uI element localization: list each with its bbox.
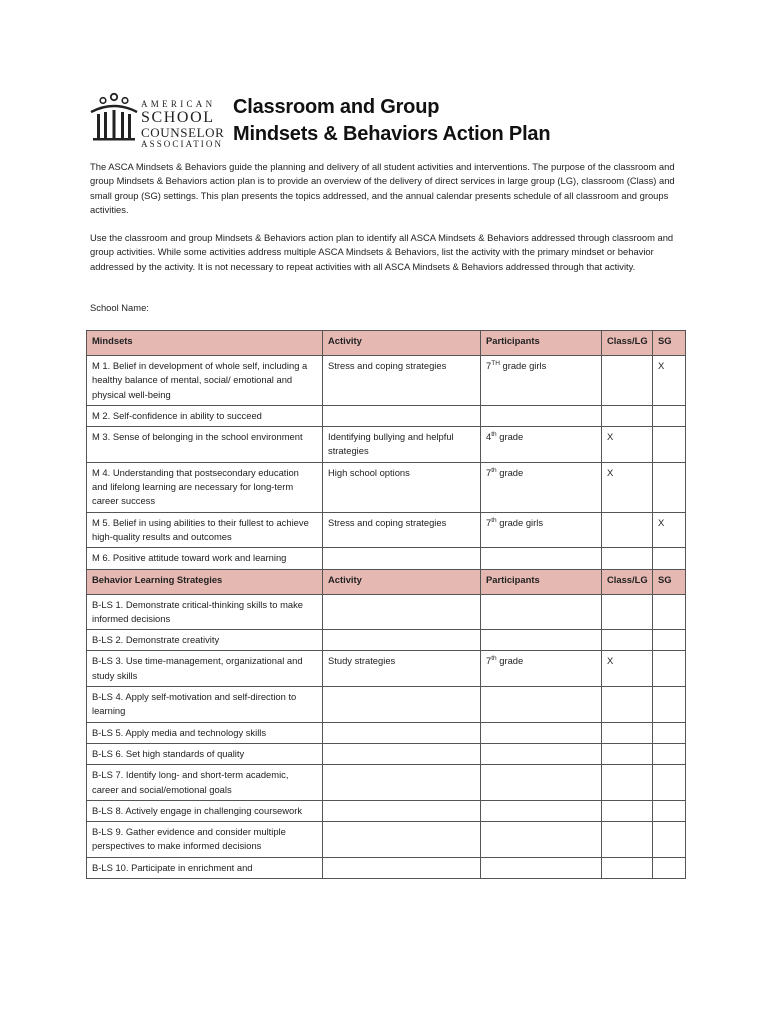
sg-cell: X [653, 356, 686, 406]
standard-cell: B-LS 9. Gather evidence and consider multiple perspectives to make informed decisions [87, 822, 323, 858]
column-header: Activity [323, 569, 481, 594]
class-lg-cell [602, 722, 653, 743]
class-lg-cell [602, 822, 653, 858]
table-row [87, 857, 686, 878]
participants-ordinal: TH [491, 360, 500, 367]
activity-cell: Stress and coping strategies [323, 356, 481, 406]
participants-cell [481, 857, 602, 878]
standard-cell: B-LS 7. Identify long- and short-term academic, career and social/emotional goals [87, 765, 323, 801]
table-row [87, 548, 686, 569]
activity-cell [323, 765, 481, 801]
participants-cell [481, 800, 602, 821]
standard-cell: B-LS 2. Demonstrate creativity [87, 630, 323, 651]
standard-cell: M 2. Self-confidence in ability to succeed [87, 405, 323, 426]
participants-grade: 7 [486, 655, 492, 667]
class-lg-cell [602, 548, 653, 569]
participants-group: grade [496, 466, 524, 478]
logo-line-2: SCHOOL [141, 109, 215, 126]
school-name-label: School Name: [90, 302, 149, 313]
title-line-2: Mindsets & Behaviors Action Plan [233, 123, 551, 145]
logo-line-4: ASSOCIATION [141, 139, 224, 149]
section-header-row [87, 331, 686, 356]
intro-paragraph-2: Use the classroom and group Mindsets & Behaviors action plan to identify all ASCA Mindsets & Behaviors addressed through classroom and group activities. While some activities address multiple ASCA Mindsets & Behaviors, list the activity with the primary mindset or behavior addressed by the activity. It is not necessary to repeat activities with all ASCA Mindsets & Behaviors addressed through that activity. [90, 232, 674, 272]
class-lg-cell [602, 765, 653, 801]
standard-cell: B-LS 3. Use time-management, organizational and study skills [87, 651, 323, 687]
sg-cell [653, 722, 686, 743]
table-row [87, 800, 686, 821]
standard-cell: B-LS 6. Set high standards of quality [87, 743, 323, 764]
sg-cell [653, 857, 686, 878]
column-header: SG [653, 569, 686, 594]
participants-ordinal: th [491, 516, 497, 524]
sg-cell [653, 594, 686, 630]
logo-wordmark [141, 100, 224, 149]
sg-cell: X [653, 512, 686, 548]
participants-cell [481, 651, 602, 687]
column-header: Activity [323, 331, 481, 356]
column-header: Behavior Learning Strategies [87, 569, 323, 594]
activity-cell: High school options [323, 462, 481, 512]
class-lg-cell: X [602, 651, 653, 687]
intro-paragraph-1: The ASCA Mindsets & Behaviors guide the planning and delivery of all student activities and interventions. The purpose of the classroom and group Mindsets & Behaviors action plan is to provide an overview of the delivery of direct services in large group (LG), classroom (Class) and small group (SG) settings. This plan presents the topics addressed, and the annual calendar presents schedule of all classroom and groups activities. [90, 161, 675, 215]
column-header: Participants [481, 331, 602, 356]
class-lg-cell [602, 630, 653, 651]
participants-cell [481, 743, 602, 764]
column-header: Class/LG [602, 331, 653, 356]
logo-line-3: COUNSELOR [141, 125, 225, 140]
sg-cell [653, 462, 686, 512]
participants-cell [481, 594, 602, 630]
sg-cell [653, 800, 686, 821]
standard-cell: B-LS 5. Apply media and technology skills [87, 722, 323, 743]
sg-cell [653, 548, 686, 569]
asca-logo [89, 92, 225, 148]
activity-cell [323, 594, 481, 630]
sg-cell [653, 687, 686, 723]
activity-cell: Study strategies [323, 651, 481, 687]
activity-cell: Stress and coping strategies [323, 512, 481, 548]
table-row [87, 630, 686, 651]
activity-cell [323, 722, 481, 743]
participants-cell [481, 405, 602, 426]
activity-cell [323, 630, 481, 651]
participants-cell [481, 427, 602, 463]
standard-cell: B-LS 10. Participate in enrichment and [87, 857, 323, 878]
activity-cell [323, 548, 481, 569]
page-title [233, 94, 550, 148]
activity-cell [323, 405, 481, 426]
column-header: Class/LG [602, 569, 653, 594]
table-row [87, 405, 686, 426]
table-row [87, 765, 686, 801]
activity-cell [323, 822, 481, 858]
table-row [87, 462, 686, 512]
standard-cell: B-LS 4. Apply self-motivation and self-direction to learning [87, 687, 323, 723]
action-plan-table [86, 330, 686, 879]
participants-group: grade [496, 655, 524, 667]
table-row [87, 427, 686, 463]
class-lg-cell [602, 356, 653, 406]
table-row [87, 512, 686, 548]
sg-cell [653, 405, 686, 426]
participants-cell [481, 765, 602, 801]
participants-grade: 4 [486, 431, 492, 443]
class-lg-cell [602, 594, 653, 630]
table-row [87, 687, 686, 723]
title-line-1: Classroom and Group [233, 96, 440, 118]
participants-grade: 7 [486, 466, 492, 478]
activity-cell [323, 687, 481, 723]
participants-cell [481, 548, 602, 569]
standard-cell: M 1. Belief in development of whole self, including a healthy balance of mental, social/ emotional and physical well-being [87, 356, 323, 406]
participants-cell [481, 462, 602, 512]
sg-cell [653, 630, 686, 651]
sg-cell [653, 765, 686, 801]
class-lg-cell: X [602, 462, 653, 512]
participants-cell [481, 822, 602, 858]
participants-cell [481, 722, 602, 743]
participants-group: grade girls [496, 516, 544, 528]
column-header: Mindsets [87, 331, 323, 356]
table-row [87, 594, 686, 630]
activity-cell: Identifying bullying and helpful strategies [323, 427, 481, 463]
participants-ordinal: th [491, 655, 497, 663]
standard-cell: B-LS 1. Demonstrate critical-thinking skills to make informed decisions [87, 594, 323, 630]
participants-cell [481, 356, 602, 406]
standard-cell: M 5. Belief in using abilities to their fullest to achieve high-quality results and outcomes [87, 512, 323, 548]
class-lg-cell [602, 800, 653, 821]
column-header: SG [653, 331, 686, 356]
participants-cell [481, 630, 602, 651]
sg-cell [653, 427, 686, 463]
class-lg-cell [602, 743, 653, 764]
class-lg-cell [602, 405, 653, 426]
sg-cell [653, 743, 686, 764]
section-header-row [87, 569, 686, 594]
class-lg-cell [602, 512, 653, 548]
standard-cell: M 3. Sense of belonging in the school environment [87, 427, 323, 463]
class-lg-cell: X [602, 427, 653, 463]
participants-cell [481, 687, 602, 723]
standard-cell: M 6. Positive attitude toward work and learning [87, 548, 323, 569]
participants-ordinal: th [491, 431, 497, 439]
table-row [87, 356, 686, 406]
activity-cell [323, 743, 481, 764]
participants-group: grade girls [499, 360, 547, 371]
participants-grade: 7 [486, 360, 492, 371]
column-header: Participants [481, 569, 602, 594]
table-row [87, 743, 686, 764]
table-row [87, 651, 686, 687]
participants-group: grade [496, 431, 524, 443]
participants-cell [481, 512, 602, 548]
class-lg-cell [602, 687, 653, 723]
participants-grade: 7 [486, 516, 492, 528]
activity-cell [323, 857, 481, 878]
participants-ordinal: th [491, 466, 497, 474]
document-header [89, 92, 689, 148]
table-row [87, 722, 686, 743]
standard-cell: M 4. Understanding that postsecondary education and lifelong learning are necessary for long-term career success [87, 462, 323, 512]
logo-line-1: AMERICAN [141, 99, 216, 109]
asca-logo-icon [89, 92, 139, 144]
class-lg-cell [602, 857, 653, 878]
activity-cell [323, 800, 481, 821]
sg-cell [653, 651, 686, 687]
sg-cell [653, 822, 686, 858]
table-row [87, 822, 686, 858]
standard-cell: B-LS 8. Actively engage in challenging coursework [87, 800, 323, 821]
